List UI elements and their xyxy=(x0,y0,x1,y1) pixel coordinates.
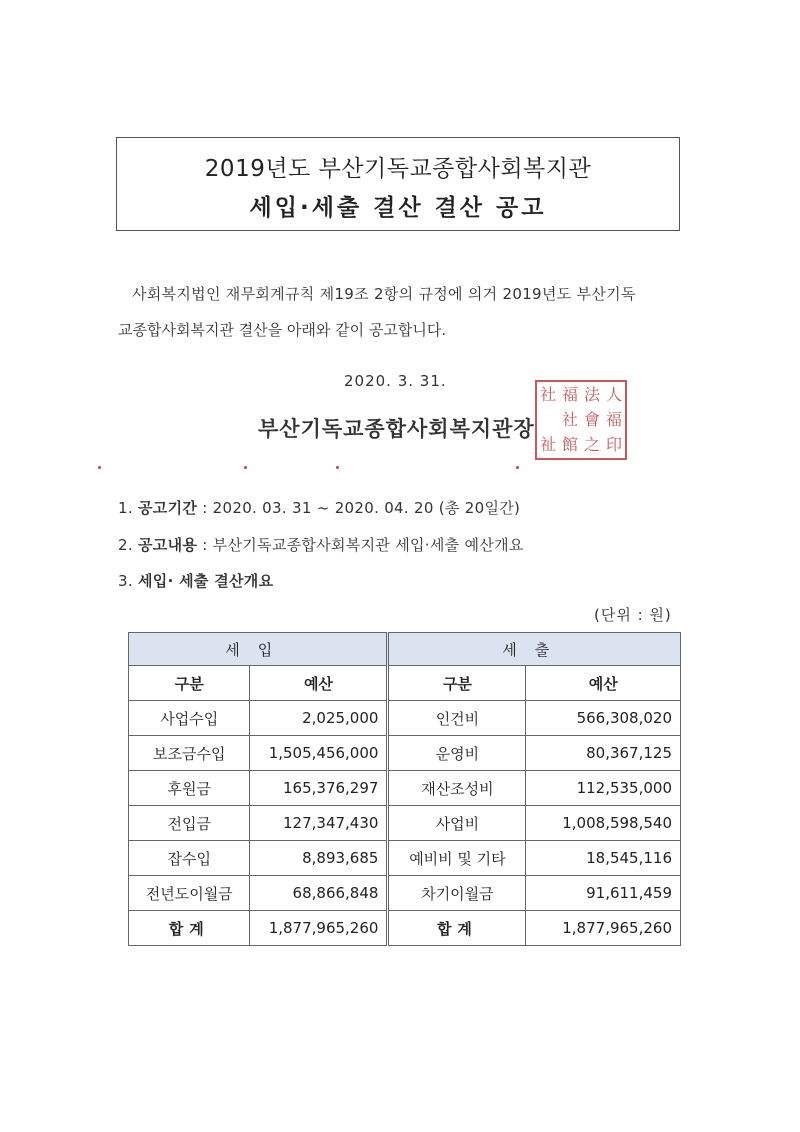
table-total-row xyxy=(129,911,681,946)
income-header: 세입 xyxy=(129,633,388,666)
item-label: 세입· 세출 결산개요 xyxy=(138,572,274,590)
income-amount: 127,347,430 xyxy=(250,806,388,841)
title-line-2: 세입·세출 결산 결산 공고 xyxy=(249,195,547,221)
income-amount: 8,893,685 xyxy=(250,841,388,876)
income-category: 사업수입 xyxy=(129,701,250,736)
intro-paragraph xyxy=(118,276,688,348)
income-budget-header: 예산 xyxy=(250,666,388,701)
expense-total-amount: 1,877,965,260 xyxy=(526,911,681,946)
table-row xyxy=(129,771,681,806)
expense-amount: 80,367,125 xyxy=(526,736,681,771)
seal-char: 印 xyxy=(605,435,622,455)
item-posting-content xyxy=(118,534,524,555)
income-category: 후원금 xyxy=(129,771,250,806)
expense-category: 사업비 xyxy=(388,806,526,841)
expense-amount: 1,008,598,540 xyxy=(526,806,681,841)
table-row xyxy=(129,876,681,911)
income-amount: 165,376,297 xyxy=(250,771,388,806)
item-label: 공고내용 xyxy=(138,536,198,554)
income-category: 전입금 xyxy=(129,806,250,841)
income-category: 잡수입 xyxy=(129,841,250,876)
seal-char: 會 xyxy=(583,409,600,429)
expense-category: 운영비 xyxy=(388,736,526,771)
income-category-header: 구분 xyxy=(129,666,250,701)
expense-amount: 91,611,459 xyxy=(526,876,681,911)
intro-line-1: 사회복지법인 재무회계규칙 제19조 2항의 규정에 의거 2019년도 부산기독 xyxy=(132,285,636,303)
item-number: 2. xyxy=(118,536,133,554)
income-total-amount: 1,877,965,260 xyxy=(250,911,388,946)
income-category: 전년도이월금 xyxy=(129,876,250,911)
organization-name: 부산기독교종합사회복지관장 xyxy=(258,417,535,441)
expense-header: 세출 xyxy=(388,633,681,666)
unit-label: (단위 : 원) xyxy=(594,606,672,624)
expense-category: 차기이월금 xyxy=(388,876,526,911)
seal-char: 祉 xyxy=(539,435,556,455)
seal-char: 人 xyxy=(605,384,622,404)
title-box xyxy=(116,137,680,231)
decorative-dots xyxy=(96,466,676,470)
item-value: : 부산기독교종합사회복지관 세입·세출 예산개요 xyxy=(202,536,524,554)
title-line-1: 2019년도 부산기독교종합사회복지관 xyxy=(204,156,592,182)
expense-category: 재산조성비 xyxy=(388,771,526,806)
item-number: 3. xyxy=(118,572,133,590)
expense-category-header: 구분 xyxy=(388,666,526,701)
item-value: : 2020. 03. 31 ~ 2020. 04. 20 (총 20일간) xyxy=(202,499,521,517)
seal-char: 館 xyxy=(561,435,578,455)
income-total-label: 합계 xyxy=(129,911,250,946)
expense-amount: 112,535,000 xyxy=(526,771,681,806)
table-row xyxy=(129,806,681,841)
table-header-row xyxy=(129,633,681,666)
income-category: 보조금수입 xyxy=(129,736,250,771)
seal-char: 社 xyxy=(539,384,556,404)
item-settlement-overview xyxy=(118,570,273,591)
official-seal-icon xyxy=(535,380,627,460)
expense-total-label: 합계 xyxy=(388,911,526,946)
expense-category: 인건비 xyxy=(388,701,526,736)
item-posting-period xyxy=(118,497,520,518)
budget-table xyxy=(128,632,681,946)
intro-line-2: 교종합사회복지관 결산을 아래와 같이 공고합니다. xyxy=(118,321,447,339)
expense-budget-header: 예산 xyxy=(526,666,681,701)
seal-char: 福 xyxy=(561,384,578,404)
seal-char: 法 xyxy=(583,384,600,404)
income-amount: 1,505,456,000 xyxy=(250,736,388,771)
table-subheader-row xyxy=(129,666,681,701)
seal-char: 福 xyxy=(605,409,622,429)
item-number: 1. xyxy=(118,499,133,517)
table-row xyxy=(129,701,681,736)
announcement-date: 2020. 3. 31. xyxy=(344,372,447,390)
table-row xyxy=(129,841,681,876)
seal-char: 社 xyxy=(561,409,578,429)
income-amount: 68,866,848 xyxy=(250,876,388,911)
expense-category: 예비비 및 기타 xyxy=(388,841,526,876)
expense-amount: 566,308,020 xyxy=(526,701,681,736)
table-row xyxy=(129,736,681,771)
seal-char: 之 xyxy=(583,435,600,455)
item-label: 공고기간 xyxy=(138,499,198,517)
expense-amount: 18,545,116 xyxy=(526,841,681,876)
income-amount: 2,025,000 xyxy=(250,701,388,736)
